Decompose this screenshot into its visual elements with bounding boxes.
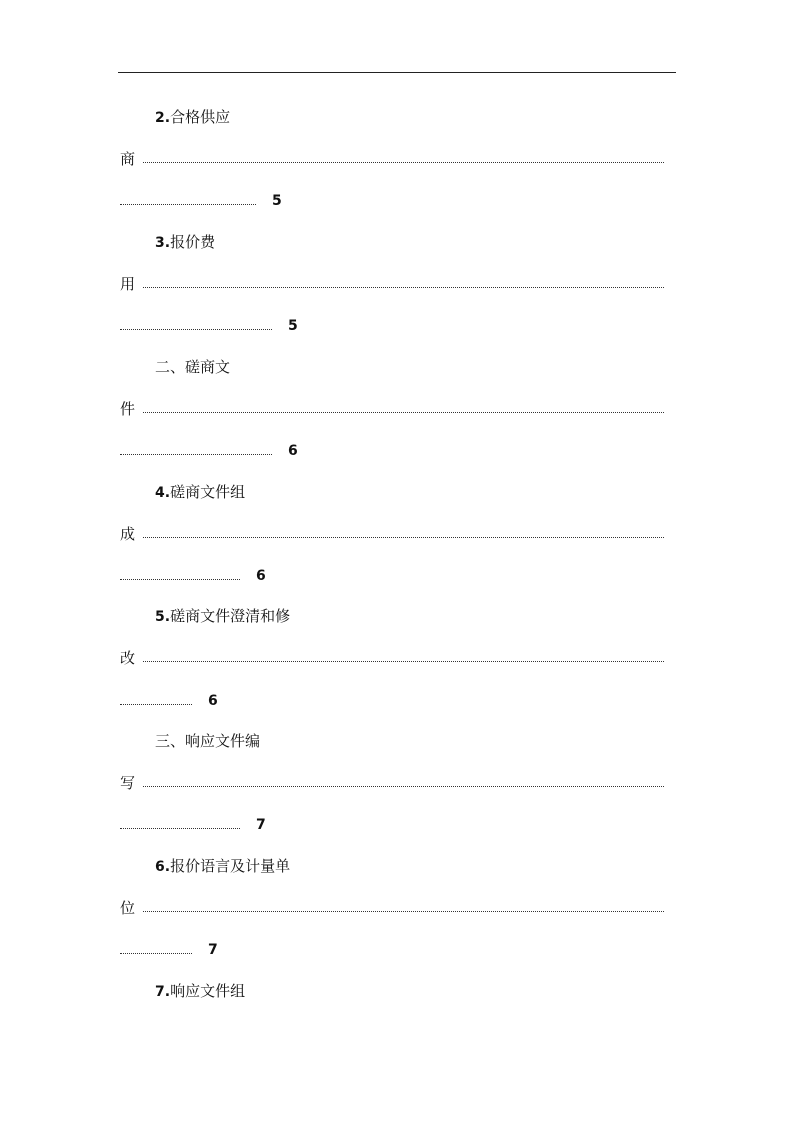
toc-entry-title[interactable] bbox=[155, 731, 260, 752]
toc-entry-title[interactable] bbox=[155, 357, 230, 378]
toc-entry-continuation bbox=[120, 274, 664, 294]
toc-page-number[interactable]: 6 bbox=[208, 693, 218, 709]
toc-entry-tail: 商 bbox=[120, 150, 136, 168]
toc-entry-text: 响应文件组 bbox=[170, 982, 246, 1000]
toc-entry-number: 7. bbox=[155, 984, 171, 1000]
toc-entry-text: 二、磋商文 bbox=[155, 358, 231, 376]
toc-entry-tail: 写 bbox=[120, 774, 136, 792]
dot-leader bbox=[143, 412, 664, 413]
toc-entry-title[interactable] bbox=[155, 981, 245, 1002]
toc-entry-text: 磋商文件澄清和修 bbox=[170, 607, 291, 625]
toc-entry-tail: 位 bbox=[120, 899, 136, 917]
dot-leader bbox=[143, 661, 664, 662]
toc-entry-number: 3. bbox=[155, 235, 171, 251]
toc-page-number[interactable]: 5 bbox=[288, 318, 298, 334]
toc-entry-continuation bbox=[120, 648, 664, 668]
toc-page-number[interactable]: 6 bbox=[256, 568, 266, 584]
toc-page-number[interactable]: 5 bbox=[272, 193, 282, 209]
toc-entry-page-line bbox=[120, 815, 266, 835]
toc-entry-number: 5. bbox=[155, 609, 171, 625]
dot-leader bbox=[120, 579, 240, 580]
toc-entry-title[interactable] bbox=[155, 482, 245, 503]
toc-entry-continuation bbox=[120, 773, 664, 793]
toc-entry-page-line bbox=[120, 691, 218, 711]
dot-leader bbox=[143, 911, 664, 912]
dot-leader bbox=[120, 953, 192, 954]
dot-leader bbox=[120, 704, 192, 705]
toc-entry-tail: 成 bbox=[120, 525, 136, 543]
toc-entry-continuation bbox=[120, 399, 664, 419]
toc-entry-title[interactable] bbox=[155, 856, 290, 877]
toc-entry-page-line bbox=[120, 316, 298, 336]
toc-entry-page-line bbox=[120, 441, 298, 461]
dot-leader bbox=[143, 537, 664, 538]
toc-entry-number: 6. bbox=[155, 859, 171, 875]
toc-entry-tail: 用 bbox=[120, 275, 136, 293]
toc-page-number[interactable]: 7 bbox=[208, 942, 218, 958]
toc-entry-tail: 改 bbox=[120, 649, 136, 667]
toc-entry-text: 三、响应文件编 bbox=[155, 732, 261, 750]
toc-page-number[interactable]: 7 bbox=[256, 817, 266, 833]
dot-leader bbox=[120, 454, 272, 455]
toc-page-number[interactable]: 6 bbox=[288, 443, 298, 459]
toc-entry-tail: 件 bbox=[120, 400, 136, 418]
toc-entry-number: 2. bbox=[155, 110, 171, 126]
toc-entry-text: 报价费 bbox=[170, 233, 216, 251]
toc-entry-continuation bbox=[120, 524, 664, 544]
header-rule bbox=[118, 72, 676, 73]
toc-entry-text: 磋商文件组 bbox=[170, 483, 246, 501]
toc-entry-number: 4. bbox=[155, 485, 171, 501]
toc-entry-text: 报价语言及计量单 bbox=[170, 857, 291, 875]
dot-leader bbox=[120, 329, 272, 330]
dot-leader bbox=[143, 786, 664, 787]
toc-entry-title[interactable] bbox=[155, 232, 215, 253]
toc-entry-title[interactable] bbox=[155, 606, 290, 627]
toc-entry-page-line bbox=[120, 940, 218, 960]
toc-entry-page-line bbox=[120, 566, 266, 586]
dot-leader bbox=[143, 287, 664, 288]
toc-entry-continuation bbox=[120, 898, 664, 918]
toc-entry-title[interactable] bbox=[155, 107, 230, 128]
dot-leader bbox=[120, 204, 256, 205]
dot-leader bbox=[120, 828, 240, 829]
toc-entry-text: 合格供应 bbox=[170, 108, 231, 126]
dot-leader bbox=[143, 162, 664, 163]
toc-entry-continuation bbox=[120, 149, 664, 169]
toc-entry-page-line bbox=[120, 191, 282, 211]
